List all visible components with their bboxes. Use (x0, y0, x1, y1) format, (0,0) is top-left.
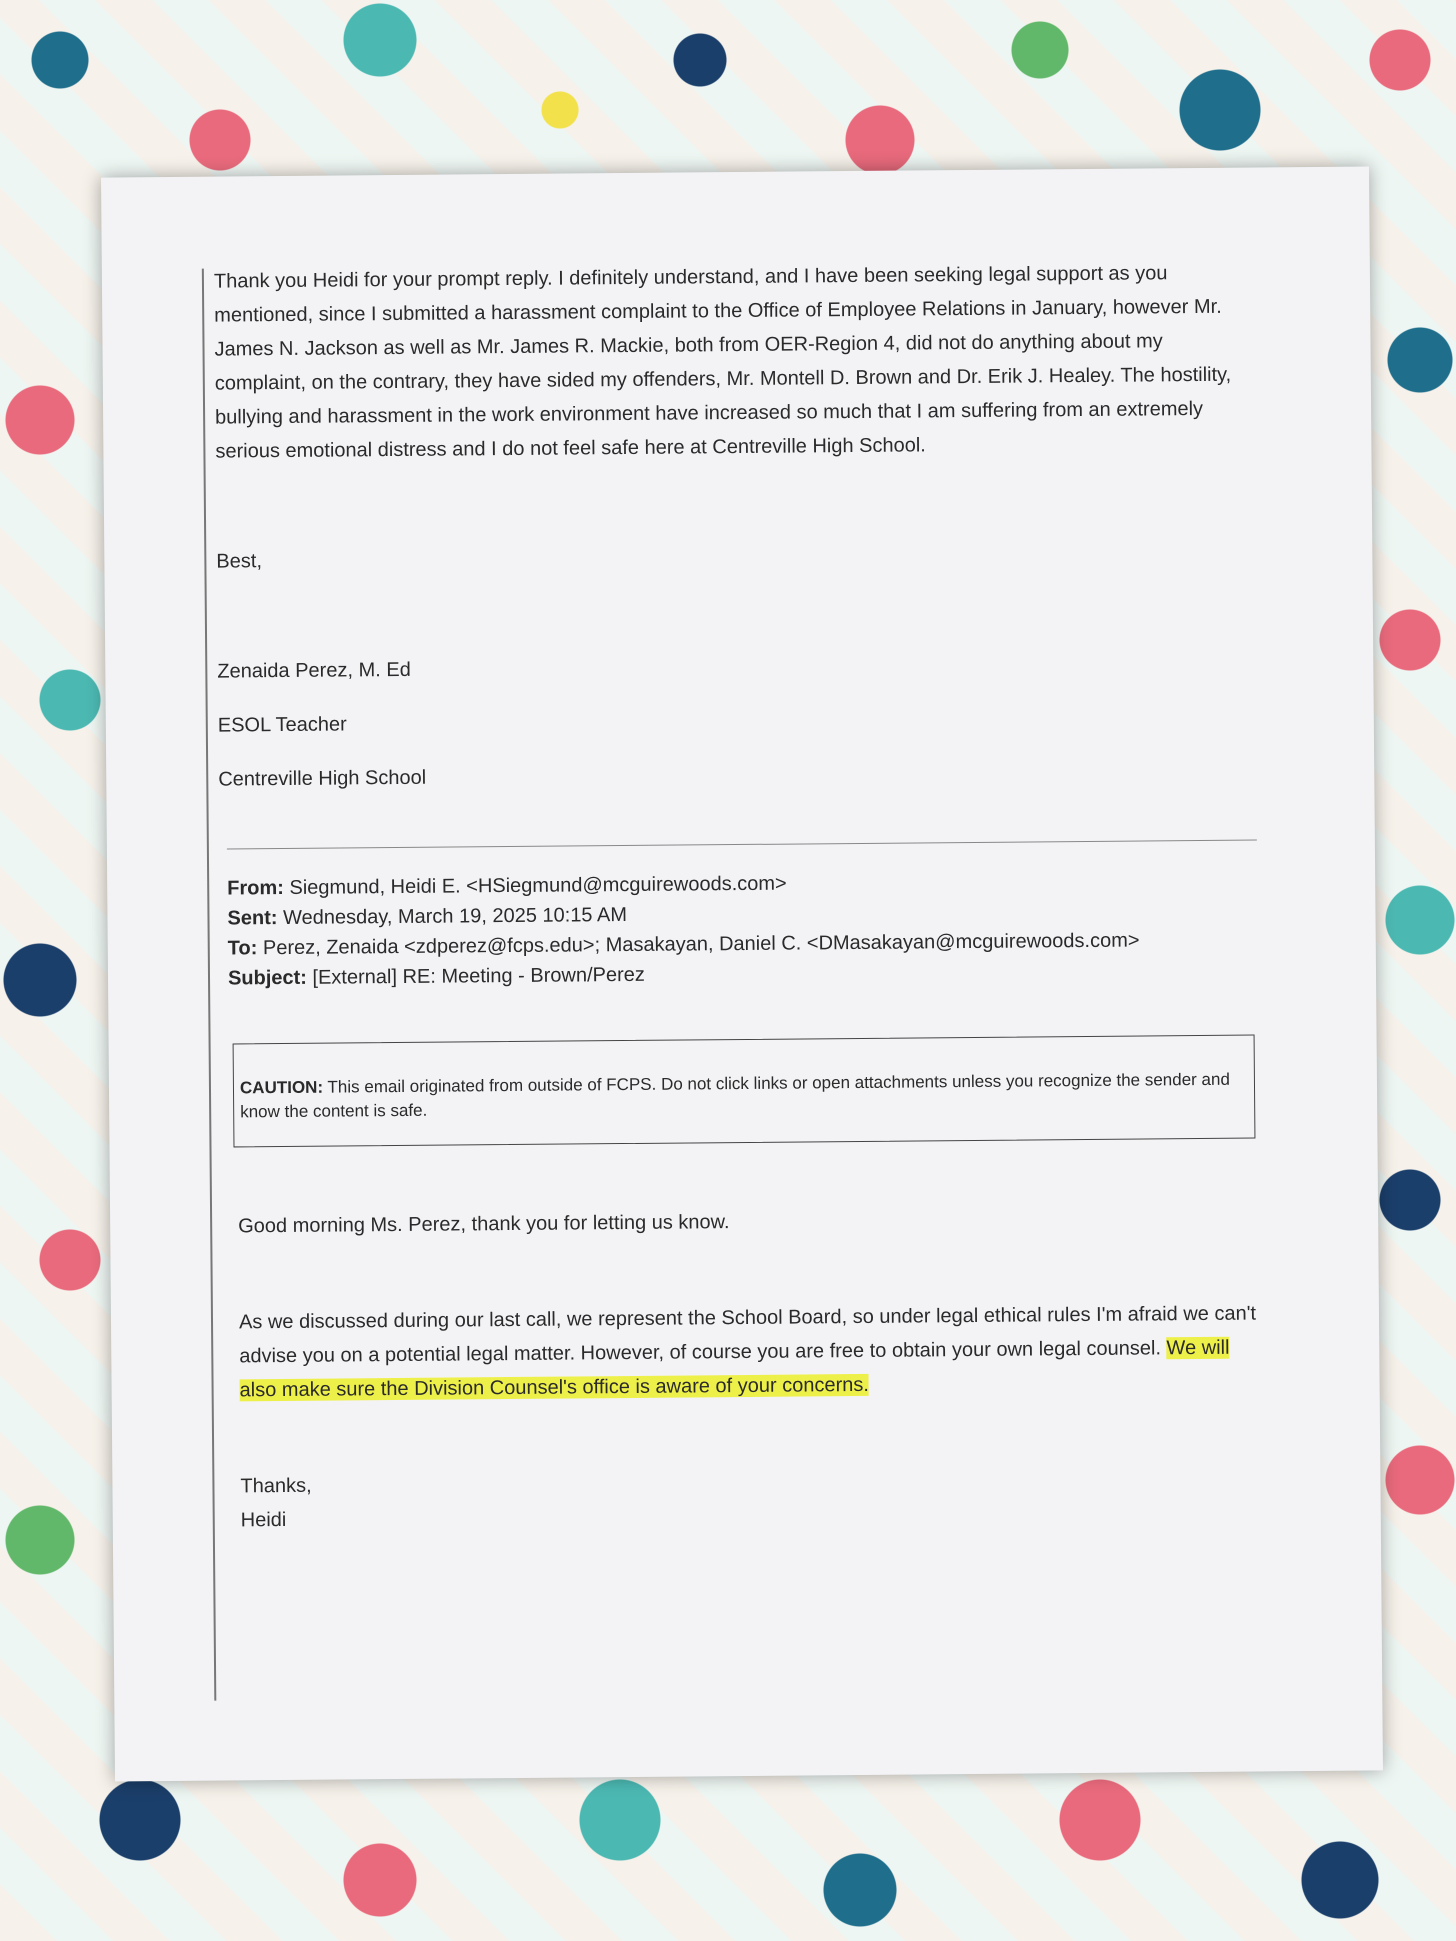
message-paragraph (239, 1297, 1260, 1408)
sent-value: Wednesday, March 19, 2025 10:15 AM (282, 904, 628, 930)
signature-block (217, 646, 1254, 797)
highlighted-sentence: We will also make sure the Division Counsel's office is aware of your concerns. (239, 1336, 1230, 1402)
to-value: Perez, Zenaida <zdperez@fcps.edu>; Masakayan, Daniel C. <DMasakayan@mcguirewoods.com> (262, 929, 1140, 960)
reply-closing: Best, (216, 550, 263, 573)
message-body-text: As we discussed during our last call, we represent the School Board, so under legal ethical rules I'm afraid we can't advise you on a potential legal matter. However, of course you are free to obtain your own legal counsel. (238, 1302, 1257, 1368)
reply-paragraph: Thank you Heidi for your prompt reply. I definitely understand, and I have been seeking legal support as you mentioned, since I submitted a harassment complaint to the Office of Employee Relations in January, however Mr. James N. Jackson as well as Mr. James R. Mackie, both from OER-Region 4, did not do anything about my complaint, on the contrary, they have sided my offenders, Mr. Montell D. Brown and Dr. Erik J. Healey. The hostility, bullying and harassment in the work environment have increased so much that I am suffering from an extremely serious emotional distress and I do not feel safe here at Centreville High School. (213, 262, 1232, 463)
signature-name: Zenaida Perez, M. Ed (217, 658, 411, 683)
signature-school: Centreville High School (218, 766, 427, 791)
email-header (219, 865, 1256, 994)
signature-title: ESOL Teacher (217, 713, 347, 737)
quote-bar (202, 269, 216, 1701)
caution-text: This email originated from outside of FCPS. Do not click links or open attachments unless you recognize the sender and know the content is safe. (240, 1069, 1230, 1122)
to-label: To: (227, 937, 258, 960)
caution-box (233, 1035, 1256, 1148)
message-closing: Thanks, (240, 1474, 312, 1498)
printed-email-page (101, 166, 1383, 1781)
from-value: Siegmund, Heidi E. <HSiegmund@mcguirewoods.com> (289, 872, 787, 899)
message-body (237, 1139, 1260, 1538)
sent-label: Sent: (227, 907, 278, 930)
email-content (214, 256, 1261, 1538)
from-label: From: (227, 876, 284, 900)
subject-label: Subject: (227, 966, 308, 990)
header-divider (227, 840, 1257, 850)
message-sender: Heidi (240, 1508, 287, 1532)
caution-label: CAUTION: (239, 1077, 324, 1098)
subject-value: [External] RE: Meeting - Brown/Perez (312, 963, 645, 989)
message-greeting: Good morning Ms. Perez, thank you for letting us know. (238, 1211, 730, 1238)
